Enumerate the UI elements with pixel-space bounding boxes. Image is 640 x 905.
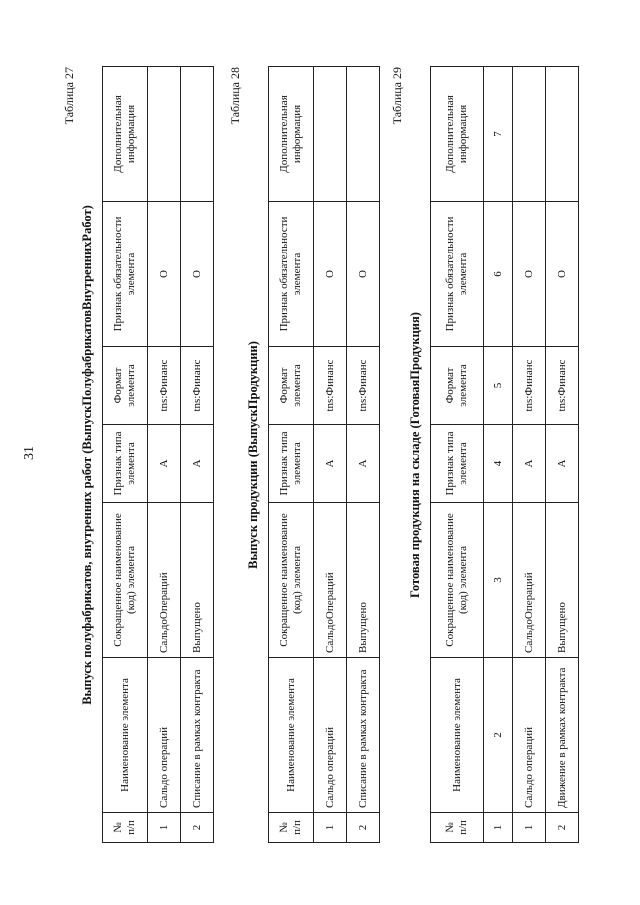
table-cell: СальдоОпераций xyxy=(513,503,546,658)
numbering-cell: 6 xyxy=(484,202,513,347)
numbering-cell: 4 xyxy=(484,425,513,503)
table-cell: Выпущено xyxy=(181,503,214,658)
table-row xyxy=(546,67,579,843)
table-cell: О xyxy=(148,202,181,347)
table-cell: 2 xyxy=(181,813,214,843)
table-cell: tns:Финанс xyxy=(347,347,380,425)
table-cell: tns:Финанс xyxy=(181,347,214,425)
table-cell: Сальдо операций xyxy=(314,658,347,813)
column-header: Формат элемента xyxy=(269,347,314,425)
table-cell xyxy=(513,67,546,202)
table-cell: Сальдо операций xyxy=(513,658,546,813)
table-row xyxy=(148,67,181,843)
table-header-row xyxy=(431,67,484,843)
column-header: № п/п xyxy=(103,813,148,843)
table-cell: Списание в рамках контракта xyxy=(347,658,380,813)
table-cell: А xyxy=(347,425,380,503)
table-cell: tns:Финанс xyxy=(314,347,347,425)
column-header: Признак обязательности элемента xyxy=(431,202,484,347)
column-header: Дополнительная информация xyxy=(103,67,148,202)
table-cell: 2 xyxy=(546,813,579,843)
table-label: Таблица 28 xyxy=(228,67,242,125)
numbering-cell: 7 xyxy=(484,67,513,202)
table-cell: О xyxy=(347,202,380,347)
page-number: 31 xyxy=(22,446,37,460)
table-cell: Движение в рамках контракта xyxy=(546,658,579,813)
table-cell: Выпущено xyxy=(347,503,380,658)
column-header: № п/п xyxy=(431,813,484,843)
table-cell: А xyxy=(546,425,579,503)
table-cell: tns:Финанс xyxy=(546,347,579,425)
column-header: Признак типа элемента xyxy=(431,425,484,503)
data-table xyxy=(268,66,380,843)
table-cell: А xyxy=(181,425,214,503)
table-label: Таблица 27 xyxy=(62,67,76,125)
column-header: Сокращенное наименование (код) элемента xyxy=(269,503,314,658)
column-header: Признак типа элемента xyxy=(269,425,314,503)
table-row xyxy=(314,67,347,843)
column-header: Формат элемента xyxy=(103,347,148,425)
numbering-cell: 2 xyxy=(484,658,513,813)
table-27-block xyxy=(62,67,203,843)
column-header: Наименование элемента xyxy=(103,658,148,813)
table-title: Готовая продукция на складе (ГотоваяПродукция) xyxy=(408,312,422,598)
table-cell: СальдоОпераций xyxy=(148,503,181,658)
numbering-cell: 1 xyxy=(484,813,513,843)
table-cell: А xyxy=(513,425,546,503)
data-table xyxy=(430,66,579,843)
numbering-cell: 3 xyxy=(484,503,513,658)
column-header: Дополнительная информация xyxy=(431,67,484,202)
table-cell: tns:Финанс xyxy=(513,347,546,425)
table-row xyxy=(181,67,214,843)
column-header: Признак обязательности элемента xyxy=(103,202,148,347)
table-cell: tns:Финанс xyxy=(148,347,181,425)
numbering-row xyxy=(484,67,513,843)
table-row xyxy=(347,67,380,843)
table-title: Выпуск полуфабрикатов, внутренних работ (ВыпускПолуфабрикатовВнутреннихРабот) xyxy=(80,205,94,705)
column-header: Наименование элемента xyxy=(431,658,484,813)
table-cell xyxy=(314,67,347,202)
column-header: Сокращенное наименование (код) элемента xyxy=(431,503,484,658)
table-cell: 1 xyxy=(314,813,347,843)
table-cell xyxy=(148,67,181,202)
numbering-cell: 5 xyxy=(484,347,513,425)
table-title: Выпуск продукции (ВыпускПродукции) xyxy=(246,341,260,569)
column-header: № п/п xyxy=(269,813,314,843)
table-cell: О xyxy=(181,202,214,347)
table-header-row xyxy=(103,67,148,843)
table-cell: Списание в рамках контракта xyxy=(181,658,214,813)
table-cell: Сальдо операций xyxy=(148,658,181,813)
column-header: Формат элемента xyxy=(431,347,484,425)
column-header: Дополнительная информация xyxy=(269,67,314,202)
column-header: Наименование элемента xyxy=(269,658,314,813)
column-header: Сокращенное наименование (код) элемента xyxy=(103,503,148,658)
column-header: Признак типа элемента xyxy=(103,425,148,503)
table-cell xyxy=(546,67,579,202)
table-28-block xyxy=(228,67,369,843)
table-cell xyxy=(347,67,380,202)
table-cell: 1 xyxy=(513,813,546,843)
table-cell: А xyxy=(148,425,181,503)
table-cell: 2 xyxy=(347,813,380,843)
table-cell xyxy=(181,67,214,202)
table-cell: А xyxy=(314,425,347,503)
table-label: Таблица 29 xyxy=(390,67,404,125)
table-cell: О xyxy=(513,202,546,347)
table-header-row xyxy=(269,67,314,843)
table-row xyxy=(513,67,546,843)
data-table xyxy=(102,66,214,843)
table-cell: Выпущено xyxy=(546,503,579,658)
table-cell: СальдоОпераций xyxy=(314,503,347,658)
table-cell: О xyxy=(546,202,579,347)
column-header: Признак обязательности элемента xyxy=(269,202,314,347)
table-cell: О xyxy=(314,202,347,347)
table-cell: 1 xyxy=(148,813,181,843)
table-29-block xyxy=(390,67,590,843)
